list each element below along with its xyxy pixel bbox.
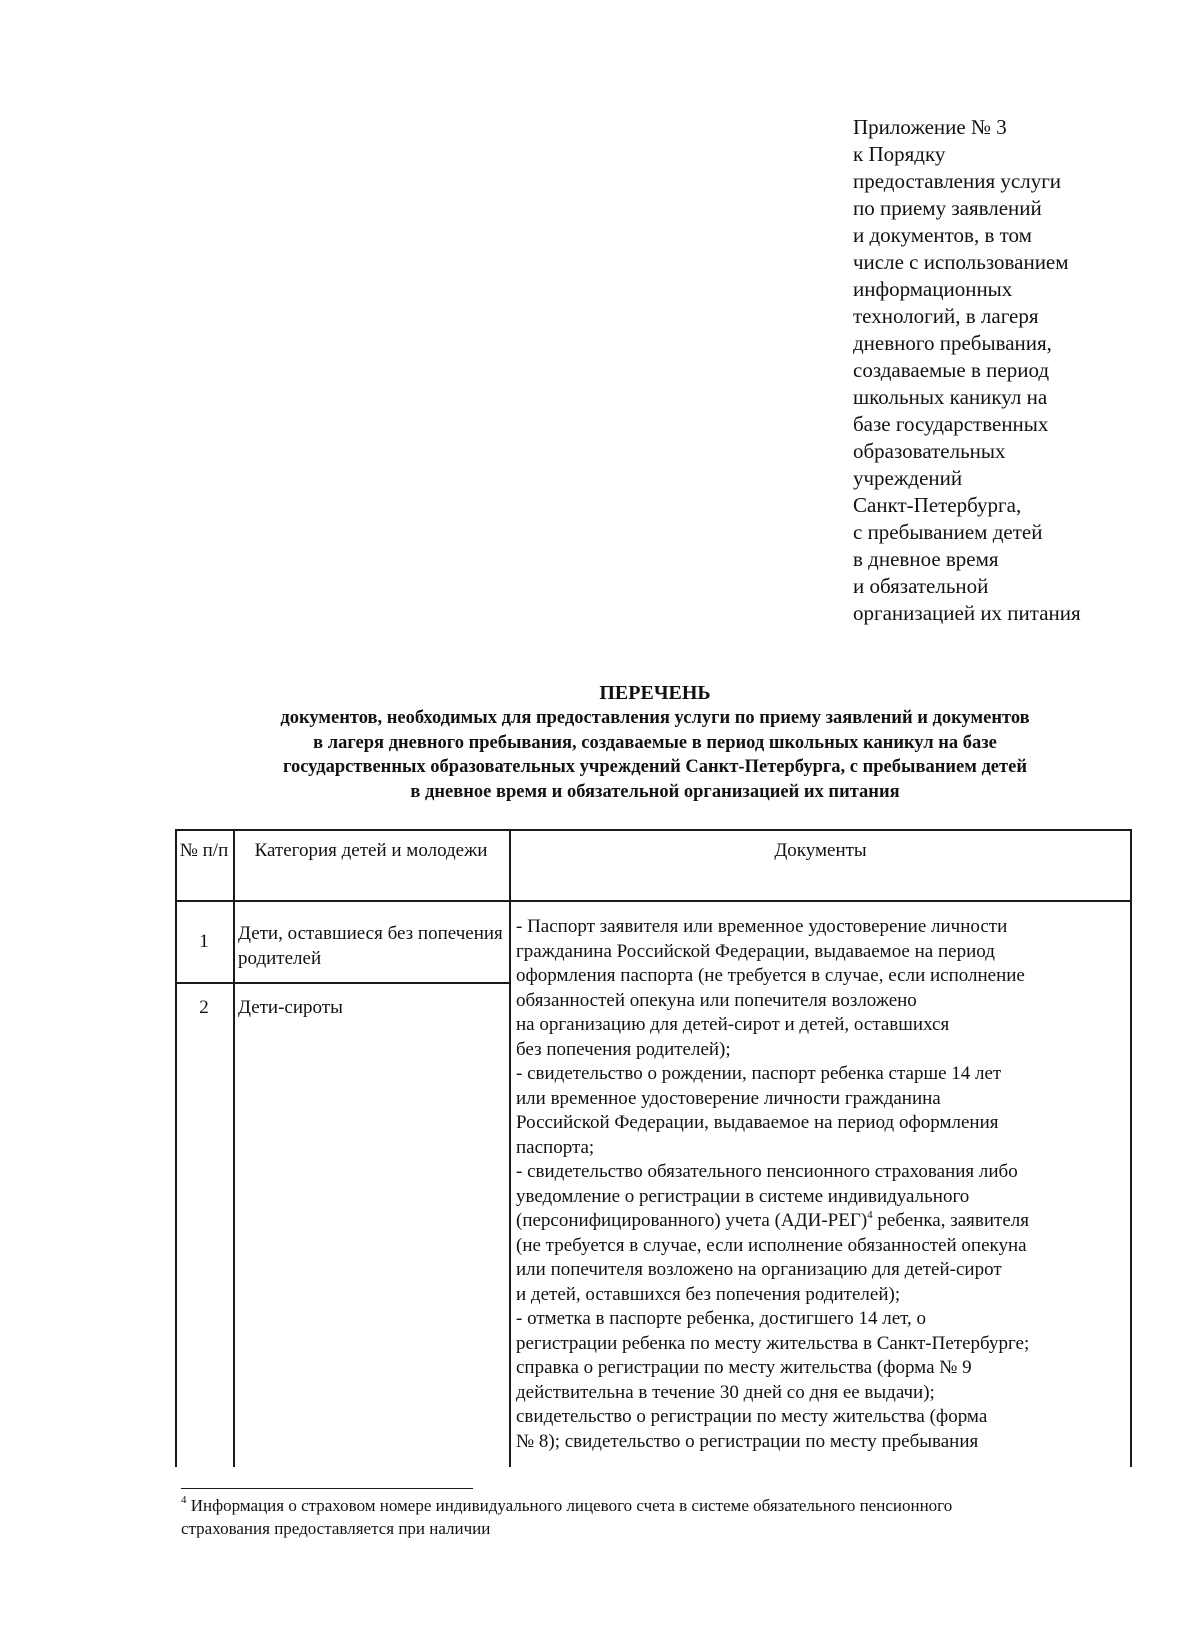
annex-line: по приему заявлений — [853, 196, 1042, 220]
documents-line: на организацию для детей-сирот и детей, оставшихся — [516, 1014, 950, 1035]
documents-line: регистрации ребенка по месту жительства в Санкт-Петербурге; — [516, 1332, 1030, 1354]
annex-line: школьных каникул на — [853, 385, 1048, 409]
footnote-text: Информация о страховом номере индивидуального лицевого счета в системе обязательного пенсионного — [186, 1496, 953, 1515]
annex-line: Санкт-Петербурга, — [853, 493, 1022, 517]
annex-line: образовательных — [853, 439, 1006, 463]
annex-line: в дневное время — [853, 547, 999, 571]
header-number: № п/п — [179, 840, 229, 861]
row-1-category: Дети, оставшиеся без попечения родителей — [238, 923, 503, 969]
annex-line: Приложение № 3 — [853, 115, 1007, 139]
row-1-number: 1 — [199, 931, 209, 952]
documents-line: действительна в течение 30 дней со дня ее выдачи); — [516, 1381, 935, 1403]
footnote-line: страхования предоставляется при наличии — [181, 1519, 491, 1538]
header-documents: Документы — [774, 840, 867, 861]
documents-line: уведомление о регистрации в системе индивидуального — [516, 1185, 970, 1207]
document-subtitle — [150, 706, 1160, 804]
subtitle-line: в лагеря дневного пребывания, создаваемые в период школьных каникул на базе — [313, 732, 997, 753]
document-title: ПЕРЕЧЕНЬ — [599, 682, 711, 704]
documents-line: справка о регистрации по месту жительства (форма № 9 — [516, 1357, 972, 1378]
table-column-divider-2 — [509, 829, 511, 1467]
subtitle-line: документов, необходимых для предоставления услуги по приему заявлений и документов — [280, 708, 1030, 728]
documents-line-text: (персонифицированного) учета (АДИ-РЕГ) — [516, 1210, 868, 1231]
annex-line: учреждений — [853, 466, 963, 490]
header-category: Категория детей и молодежи — [254, 840, 488, 861]
documents-list — [516, 915, 1128, 1454]
annex-line: с пребыванием детей — [853, 520, 1043, 544]
table-row-divider — [175, 982, 509, 984]
footnote — [181, 1494, 1131, 1540]
documents-line: Российской Федерации, выдаваемое на период оформления — [516, 1112, 999, 1133]
documents-line: гражданина Российской Федерации, выдаваемое на период — [516, 940, 995, 962]
documents-line: № 8); свидетельство о регистрации по месту пребывания — [516, 1430, 979, 1452]
table-border-right — [1130, 829, 1132, 1467]
document-heading — [150, 680, 1160, 804]
documents-line — [516, 1209, 1128, 1234]
documents-table — [175, 829, 1132, 1467]
table-column-divider-1 — [233, 829, 235, 1467]
documents-line: или временное удостоверение личности гражданина — [516, 1087, 941, 1109]
table-border-top — [175, 829, 1132, 831]
annex-line: информационных — [853, 277, 1013, 301]
subtitle-line: в дневное время и обязательной организацией их питания — [410, 781, 900, 802]
documents-line: (не требуется в случае, если исполнение обязанностей опекуна — [516, 1234, 1027, 1256]
row-2-number: 2 — [199, 997, 209, 1018]
documents-line: без попечения родителей); — [516, 1038, 731, 1060]
row-2-category: Дети-сироты — [238, 997, 343, 1018]
table-border-left — [175, 829, 177, 1467]
footnote-line — [181, 1494, 1131, 1517]
annex-line: предоставления услуги — [853, 169, 1062, 193]
documents-line: - свидетельство о рождении, паспорт ребенка старше 14 лет — [516, 1063, 1002, 1084]
annex-line: технологий, в лагеря — [853, 304, 1039, 328]
annex-line: базе государственных — [853, 412, 1049, 436]
documents-line: - Паспорт заявителя или временное удостоверение личности — [516, 916, 1008, 937]
annex-line: к Порядку — [853, 142, 946, 166]
documents-line: и детей, оставшихся без попечения родителей); — [516, 1283, 901, 1305]
subtitle-line: государственных образовательных учреждений Санкт-Петербурга, с пребыванием детей — [283, 757, 1027, 777]
documents-line: обязанностей опекуна или попечителя возложено — [516, 989, 917, 1011]
footnote-reference: 4 — [867, 1209, 873, 1221]
documents-line: свидетельство о регистрации по месту жительства (форма — [516, 1406, 988, 1427]
table-header-divider — [175, 900, 1132, 902]
documents-line: паспорта; — [516, 1136, 595, 1158]
annex-block — [853, 114, 1173, 627]
annex-line: создаваемые в период — [853, 358, 1050, 382]
annex-line: и обязательной — [853, 574, 989, 598]
footnote-marker: 4 — [181, 1494, 187, 1506]
footnote-separator — [181, 1488, 473, 1489]
documents-line: оформления паспорта (не требуется в случае, если исполнение — [516, 965, 1025, 986]
documents-line: - свидетельство обязательного пенсионного страхования либо — [516, 1161, 1018, 1182]
annex-line: дневного пребывания, — [853, 331, 1052, 355]
annex-line: числе с использованием — [853, 250, 1069, 274]
documents-line: или попечителя возложено на организацию для детей-сирот — [516, 1259, 1002, 1280]
annex-line: организацией их питания — [853, 601, 1081, 625]
documents-line: - отметка в паспорте ребенка, достигшего 14 лет, о — [516, 1308, 927, 1329]
documents-line-text: ребенка, заявителя — [872, 1210, 1030, 1231]
annex-line: и документов, в том — [853, 223, 1032, 247]
